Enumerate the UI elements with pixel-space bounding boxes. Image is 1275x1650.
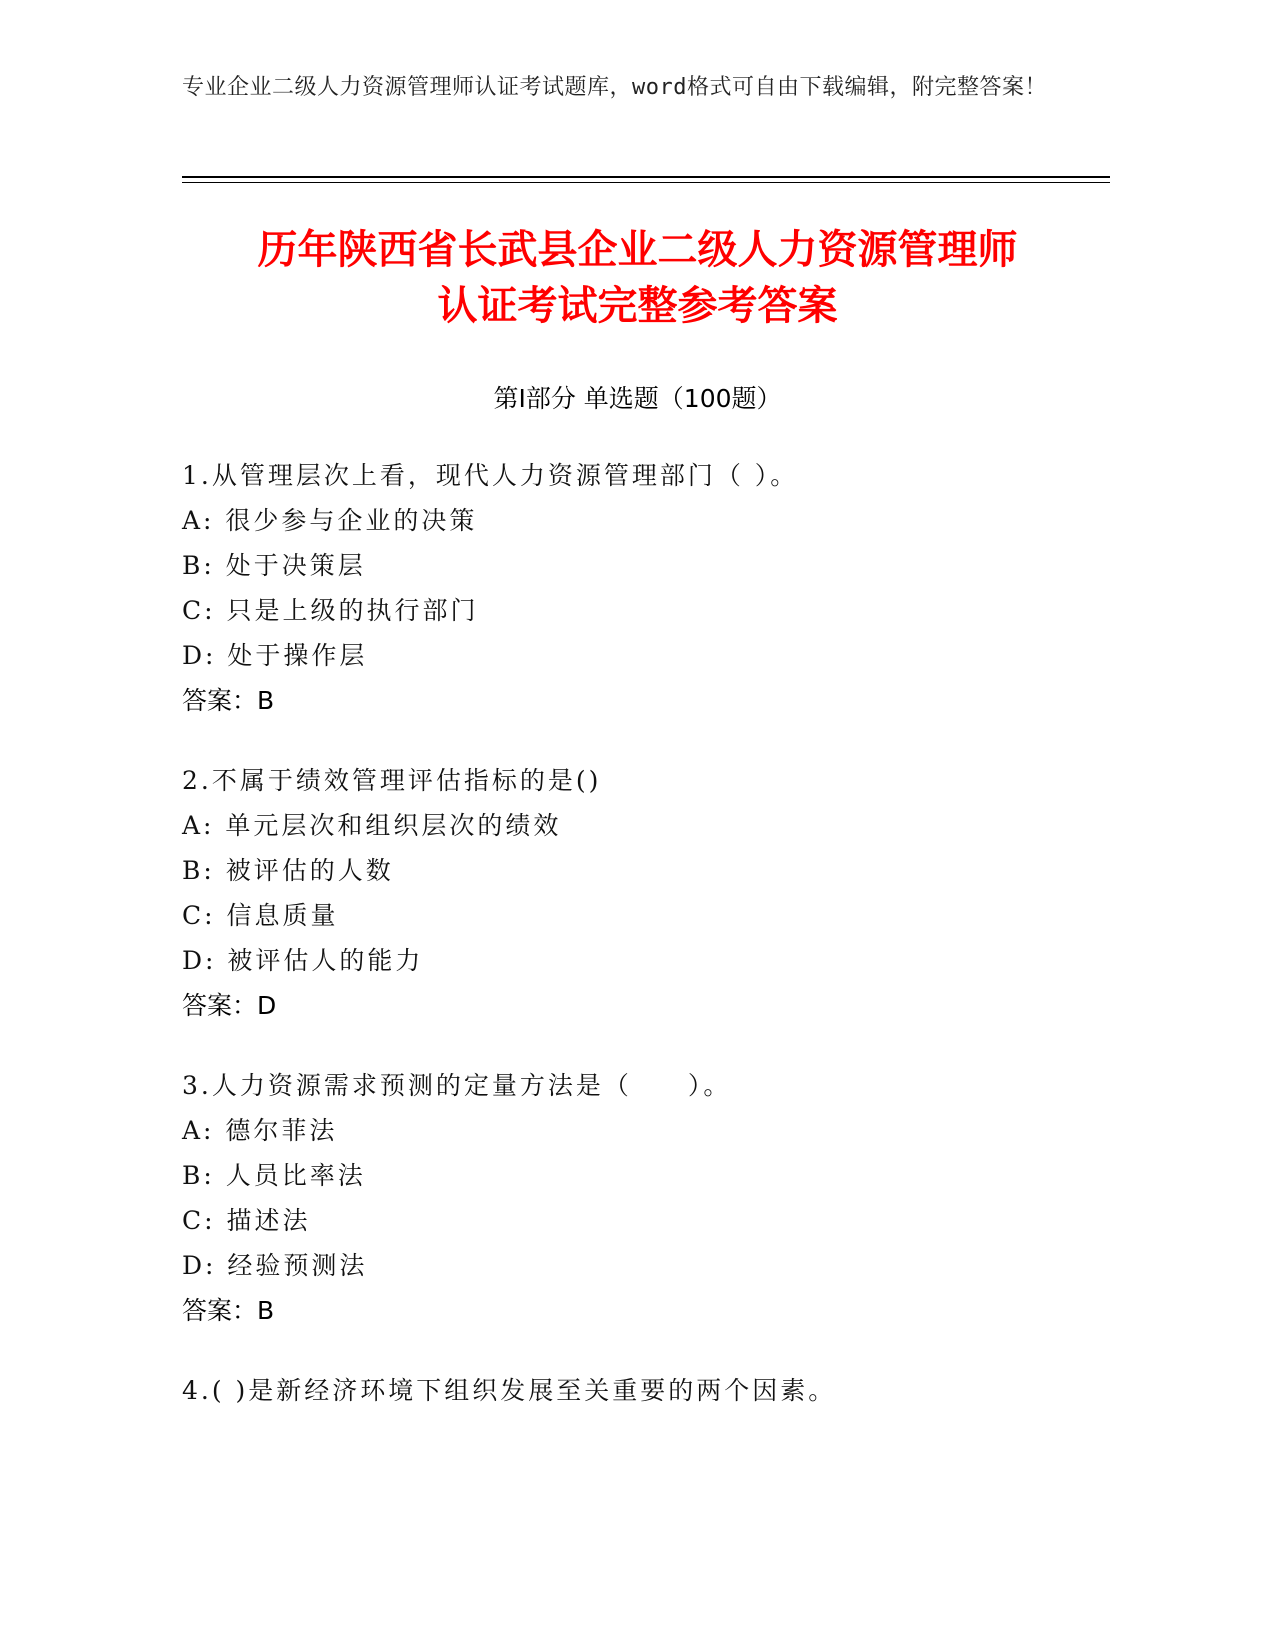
option-c: C: 信息质量 bbox=[182, 901, 339, 930]
header-note: 专业企业二级人力资源管理师认证考试题库，word格式可自由下载编辑，附完整答案！ bbox=[182, 75, 1047, 100]
document-title-line-1: 历年陕西省长武县企业二级人力资源管理师 bbox=[257, 227, 1018, 273]
question-3 bbox=[182, 1063, 1182, 1333]
answer-label: 答案： bbox=[182, 1296, 258, 1325]
answer-value: B bbox=[257, 686, 275, 715]
answer-value: D bbox=[257, 991, 277, 1020]
question-stem: 1.从管理层次上看，现代人力资源管理部门（ ）。 bbox=[182, 461, 799, 490]
option-c: C: 描述法 bbox=[182, 1206, 311, 1235]
question-4 bbox=[182, 1368, 1182, 1413]
option-a: A: 单元层次和组织层次的绩效 bbox=[182, 811, 562, 840]
option-a: A: 很少参与企业的决策 bbox=[182, 506, 478, 535]
option-b: B: 人员比率法 bbox=[182, 1161, 366, 1190]
question-stem: 3.人力资源需求预测的定量方法是（ ）。 bbox=[182, 1071, 732, 1100]
answer-line bbox=[182, 983, 1182, 1028]
option-d: D: 处于操作层 bbox=[182, 641, 368, 670]
option-a: A: 德尔菲法 bbox=[182, 1116, 338, 1145]
document-title-line-2: 认证考试完整参考答案 bbox=[437, 283, 838, 329]
answer-label: 答案： bbox=[182, 991, 258, 1020]
option-d: D: 经验预测法 bbox=[182, 1251, 368, 1280]
question-stem: 4.( )是新经济环境下组织发展至关重要的两个因素。 bbox=[182, 1376, 837, 1405]
header-divider-thin bbox=[182, 182, 1110, 183]
option-b: B: 处于决策层 bbox=[182, 551, 366, 580]
question-1 bbox=[182, 453, 1182, 723]
answer-line bbox=[182, 678, 1182, 723]
option-d: D: 被评估人的能力 bbox=[182, 946, 424, 975]
option-b: B: 被评估的人数 bbox=[182, 856, 394, 885]
header-divider-thick bbox=[182, 176, 1110, 178]
document-title bbox=[120, 222, 1155, 334]
answer-line bbox=[182, 1288, 1182, 1333]
answer-label: 答案： bbox=[182, 686, 258, 715]
answer-value: B bbox=[257, 1296, 275, 1325]
question-2 bbox=[182, 758, 1182, 1028]
section-title: 第I部分 单选题（100题） bbox=[493, 384, 782, 413]
question-stem: 2.不属于绩效管理评估指标的是() bbox=[182, 766, 602, 795]
option-c: C: 只是上级的执行部门 bbox=[182, 596, 479, 625]
